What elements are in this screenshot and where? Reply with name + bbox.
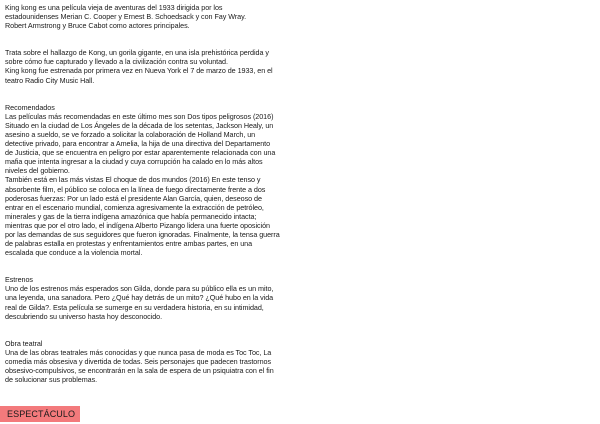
intro-paragraph-2: Trata sobre el hallazgo de Kong, un gorila gigante, en una isla prehistórica perdida y sobre cómo fue capturado y llevado a la civilización contra su voluntad. King kong fue estrenada por primera vez en Nueva York el 7 de marzo de 1933, en el teatro Radio City Music Hall. bbox=[5, 48, 273, 85]
spacer bbox=[5, 85, 301, 103]
recomendados-heading: Recomendados bbox=[5, 102, 55, 112]
estrenos-heading: Estrenos bbox=[5, 275, 33, 285]
recomendados-paragraph-1: Las películas más recomendadas en este último mes son Dos tipos peligrosos (2016) Situado en la ciudad de Los Ángeles de la década de los setentas, Jackson Healy, un asesino a sueldo, se ve forzado a solicitar la colaboración de Holland March, un detective privado, para encontrar a Amelia, la hija de una directiva del Departamento de Justicia, que se encuentra en peligro por estar aparentemente relacionada con una mafia que intenta ingresar a la ciudad y cuya corrupción ha calado en lo más altos niveles del gobierno. bbox=[5, 111, 276, 176]
spacer bbox=[5, 30, 301, 48]
recomendados-paragraph-2: También está en las más vistas El choque de dos mundos (2016) En este tenso y absorbente film, el público se coloca en la línea de fuego directamente frente a dos poderosas fuerzas: Por un lado está el presidente Alan García, quien, deseoso de entrar en el escenario mundial, comienza agresivamente la extracción de petróleo, minerales y gas de la tierra indígena amazónica que había permanecido intacta; mientras que por el otro lado, el indígena Alberto Pizango lidera una fuerte oposición por las demandas de sus seguidores que fueron ignoradas. Finalmente, la tensa guerra de palabras estalla en protestas y enfrentamientos entre ambas partes, en una escalada que conduce a la violencia mortal. bbox=[5, 175, 280, 258]
spacer bbox=[5, 321, 301, 339]
spacer bbox=[5, 257, 301, 275]
intro-paragraph-1: King kong es una película vieja de aventuras del 1933 dirigida por los estadounidenses Merian C. Cooper y Ernest B. Schoedsack y con Fay Wray. Robert Armstrong y Bruce Cabot como actores principales. bbox=[5, 3, 247, 31]
estrenos-paragraph: Uno de los estrenos más esperados son Gilda, donde para su público ella es un mito, una leyenda, una sanadora. Pero ¿Qué hay detrás de un mito? ¿Qué hubo en la vida real de Gilda?. Esta película se sumerge en su verdadera historia, en su intimidad, descubriendo su universo hasta hoy desconocido. bbox=[5, 284, 274, 321]
obra-paragraph: Una de las obras teatrales más conocidas y que nunca pasa de moda es Toc Toc, La comedia más obsesiva y divertida de todas. Seis personajes que padecen trastornos obsesivo-compulsivos, se encontrarán en la sala de espera de un psiquiatra con el fin de solucionar sus problemas. bbox=[5, 347, 274, 385]
section-badge[interactable]: ESPECTÁCULO bbox=[0, 406, 80, 422]
article-body bbox=[5, 3, 301, 384]
obra-heading: Obra teatral bbox=[5, 338, 43, 348]
